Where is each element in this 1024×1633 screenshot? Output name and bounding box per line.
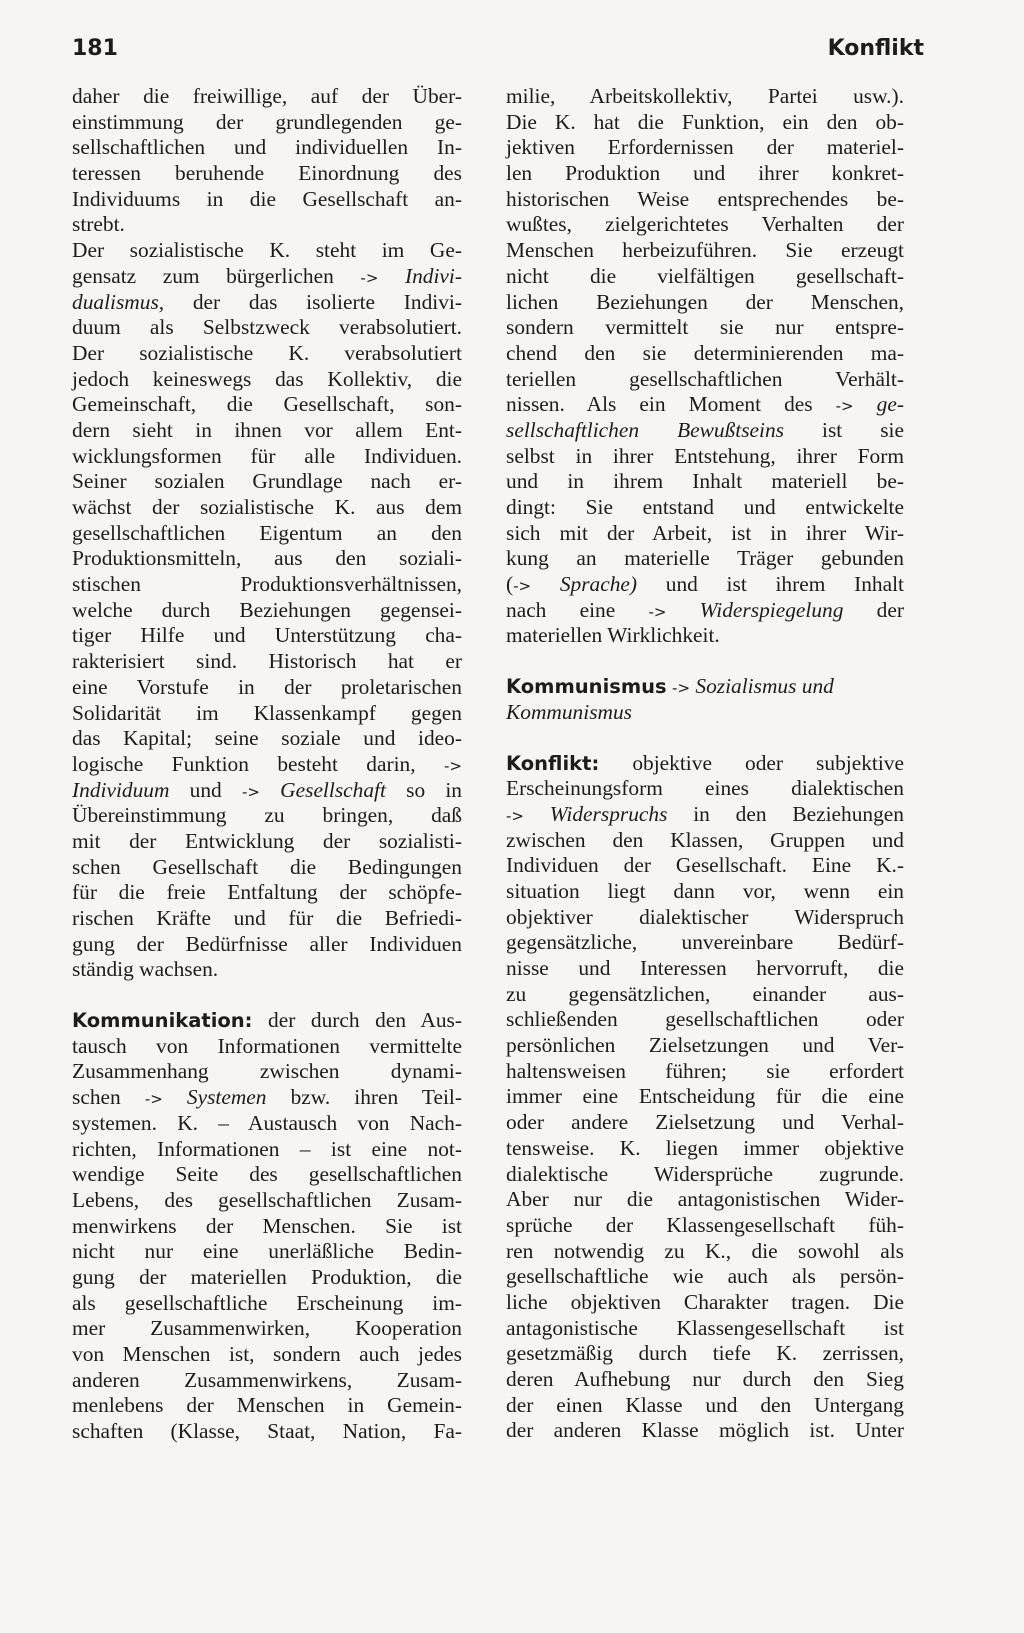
cross-reference-arrow-icon: -> (835, 397, 854, 416)
text-line: (-> Sprache) und ist ihrem Inhalt (506, 572, 904, 597)
text-line: logische Funktion besteht darin, -> (72, 751, 462, 776)
text-line: Solidarität im Klassenkampf gegen (72, 700, 462, 725)
text-line: teriellen gesellschaftlichen Verhält- (506, 366, 904, 391)
text-line: gung der materiellen Produktion, die (72, 1264, 462, 1289)
entry-kommunikation (72, 1008, 462, 1445)
text-line: situation liegt dann vor, wenn ein (506, 878, 904, 903)
cross-reference-arrow-icon: -> (506, 806, 524, 825)
text-line: gesellschaftliche wie auch als persön- (506, 1264, 904, 1289)
text-line: zu gegensätzlichen, einander aus- (506, 981, 904, 1006)
text-line: Individuen der Gesellschaft. Eine K.- (506, 853, 904, 878)
text-line: jektiven Erfordernissen der materiel- (506, 135, 904, 160)
cross-reference-arrow-icon: -> (360, 268, 379, 287)
text-line: immer eine Entscheidung für die eine (506, 1084, 904, 1109)
text-line: ren notwendig zu K., die sowohl als (506, 1238, 904, 1263)
text-line: richten, Informationen – ist eine not- (72, 1136, 462, 1161)
text-line: Gemeinschaft, die Gesellschaft, son- (72, 392, 462, 417)
cross-reference[interactable]: Kommunismus (506, 699, 632, 724)
entry-headword: Kommunikation: (72, 1009, 253, 1033)
cross-reference[interactable]: Individuum (72, 777, 170, 802)
text-line: dern sieht in ihnen vor allem Ent- (72, 417, 462, 442)
text-line: schen -> Systemen bzw. ihren Teil- (72, 1085, 462, 1110)
text-line: jedoch keineswegs das Kollektiv, die (72, 366, 462, 391)
text-line: anderen Zusammenwirkens, Zusam- (72, 1367, 462, 1392)
text-line: nicht nur eine unerläßliche Bedin- (72, 1239, 462, 1264)
text-line: sellschaftlichen und individuellen In- (72, 135, 462, 160)
text-line: wicklungsformen für alle Individuen. (72, 443, 462, 468)
text-line: wächst der sozialistische K. aus dem (72, 495, 462, 519)
text-line: Individuum und -> Gesellschaft so in (72, 777, 463, 802)
text-line: len Produktion und ihrer konkret- (506, 161, 904, 186)
text-line: Aber nur die antagonistischen Wider- (506, 1187, 904, 1212)
text-line: Produktionsmitteln, aus den soziali- (72, 546, 462, 571)
text-line: gesetzmäßig durch tiefe K. zerrissen, (506, 1341, 904, 1366)
text-line: tiger Hilfe und Unterstützung cha- (72, 623, 462, 648)
text-line: der anderen Klasse möglich ist. Unter (506, 1418, 904, 1443)
text-line: gung der Bedürfnisse aller Individuen (72, 931, 462, 956)
text-line: und in ihrem Inhalt materiell be- (506, 469, 904, 494)
cross-reference[interactable]: sellschaftlichen Bewußtseins (506, 417, 785, 442)
text-line: liche objektiven Charakter tragen. Die (506, 1289, 904, 1314)
text-line: zwischen den Klassen, Gruppen und (506, 827, 904, 852)
text-line: kung an materielle Träger gebunden (506, 546, 904, 571)
text-line: Der sozialistische K. verabsolutiert (72, 340, 462, 365)
text-line: objektiver dialektischer Widerspruch (506, 904, 904, 929)
text-line: Zusammenhang zwischen dynami- (72, 1059, 462, 1084)
text-line: dualismus, der das isolierte Indivi- (72, 289, 462, 314)
text-line: Übereinstimmung zu bringen, daß (72, 803, 462, 828)
text-line: für die freie Entfaltung der schöpfe- (72, 880, 462, 905)
text-line: persönlichen Zielsetzungen und Ver- (506, 1033, 904, 1058)
text-line: von Menschen ist, sondern auch jedes (72, 1342, 462, 1366)
cross-reference-arrow-icon: -> (241, 782, 260, 801)
text-line: lichen Beziehungen der Menschen, (506, 289, 904, 314)
text-line: systemen. K. – Austausch von Nach- (72, 1110, 462, 1135)
text-line: antagonistische Klassengesellschaft ist (506, 1315, 904, 1340)
cross-reference[interactable]: Indivi- (404, 263, 462, 288)
text-line: Die K. hat die Funktion, ein den ob- (506, 109, 904, 134)
text-line: Menschen herbeizuführen. Sie erzeugt (506, 238, 904, 263)
cross-reference[interactable]: Sozialismus und (695, 674, 834, 699)
text-line: Lebens, des gesellschaftlichen Zusam- (72, 1187, 462, 1212)
text-line: nach eine -> Widerspiegelung der (506, 597, 904, 622)
text-line: schaften (Klasse, Staat, Nation, Fa- (72, 1419, 462, 1444)
text-line: stischen Produktionsverhältnissen, (72, 572, 462, 597)
text-line: -> Widerspruchs in den Beziehungen (506, 801, 904, 826)
running-head: Konflikt (827, 36, 924, 61)
text-line: wußtes, zielgerichtetes Verhalten der (506, 212, 904, 237)
cross-reference-arrow-icon: -> (513, 577, 532, 596)
cross-reference-arrow-icon: -> (444, 756, 462, 775)
text-line: gegensätzliche, unvereinbare Bedürf- (506, 930, 904, 955)
text-line: selbst in ihrer Entstehung, ihrer Form (506, 443, 904, 468)
text-line: einstimmung der grundlegenden ge- (72, 109, 462, 134)
left-column (72, 84, 462, 1445)
cross-reference[interactable]: ge- (876, 392, 904, 417)
text-line: eine Vorstufe in der proletarischen (72, 674, 462, 699)
text-line: schließenden gesellschaftlichen oder (506, 1007, 904, 1032)
text-line: menlebens der Menschen in Gemein- (72, 1393, 462, 1418)
text-line: duum als Selbstzweck verabsolutiert. (72, 315, 462, 340)
text-line: Individuums in die Gesellschaft an- (72, 186, 462, 211)
entry-konflikt (506, 751, 904, 1445)
cross-reference[interactable]: Widerspruchs (549, 801, 668, 826)
text-line: schen Gesellschaft die Bedingungen (72, 854, 462, 879)
text-line: welche durch Beziehungen gegensei- (72, 597, 462, 622)
text-line: wendige Seite des gesellschaftlichen (72, 1162, 462, 1187)
text-line: der einen Klasse und den Untergang (506, 1392, 904, 1417)
text-line: Kommunikation: der durch den Aus- (72, 1008, 462, 1033)
text-line: strebt. (72, 212, 125, 237)
text-line: materiellen Wirklichkeit. (506, 623, 720, 648)
text-line: gesellschaftlichen Eigentum an den (72, 520, 462, 545)
entry-headword: Kommunismus (506, 675, 667, 699)
cross-reference[interactable]: Widerspiegelung (699, 597, 844, 622)
text-line: nicht die vielfältigen gesellschaft- (506, 263, 904, 288)
text-line: dialektische Widersprüche zugrunde. (506, 1161, 904, 1186)
text-line: tausch von Informationen vermittelte (72, 1033, 462, 1058)
text-line: tensweise. K. liegen immer objektive (506, 1135, 904, 1160)
text-line: mer Zusammenwirken, Kooperation (72, 1316, 462, 1341)
text-line: menwirkens der Menschen. Sie ist (72, 1213, 462, 1238)
text-line: rakterisiert sind. Historisch hat er (72, 649, 462, 674)
text-line: gensatz zum bürgerlichen -> Indivi- (72, 263, 462, 288)
text-line: nissen. Als ein Moment des -> ge- (506, 392, 904, 417)
text-line: Der sozialistische K. steht im Ge- (72, 238, 462, 263)
text-line: milie, Arbeitskollektiv, Partei usw.). (506, 84, 904, 108)
cross-reference-arrow-icon: -> (648, 602, 667, 621)
right-column (506, 84, 904, 1444)
cross-reference[interactable]: Systemen (186, 1085, 267, 1110)
cross-reference[interactable]: Sprache) (559, 572, 638, 597)
text-line: rischen Kräfte und für die Befriedi- (72, 906, 462, 930)
text-line: oder andere Zielsetzung und Verhal- (506, 1110, 904, 1135)
text-line: daher die freiwillige, auf der Über- (72, 84, 462, 108)
text-line: sich mit der Arbeit, ist in ihrer Wir- (506, 520, 904, 545)
text-line: sellschaftlichen Bewußtseins ist sie (506, 417, 904, 442)
text-line: historischen Weise entsprechendes be- (506, 186, 904, 211)
text-line: sondern vermittelt sie nur entspre- (506, 315, 904, 340)
text-line: haltensweisen führen; sie erfordert (506, 1058, 904, 1083)
cross-reference[interactable]: Gesellschaft (280, 777, 386, 802)
entry-headword: Konflikt: (506, 751, 600, 775)
page-number: 181 (72, 36, 118, 61)
text-line: Seiner sozialen Grundlage nach er- (72, 469, 462, 494)
text-line: als gesellschaftliche Erscheinung im- (72, 1290, 462, 1315)
entry-kommunismus (506, 674, 904, 725)
text-line: Erscheinungsform eines dialektischen (506, 776, 904, 801)
text-line (506, 674, 904, 700)
text-line: teressen beruhende Einordnung des (72, 161, 462, 186)
text-line: dingt: Sie entstand und entwickelte (506, 495, 904, 519)
text-line: das Kapital; seine soziale und ideo- (72, 726, 462, 751)
text-line: mit der Entwicklung der sozialisti- (72, 828, 462, 853)
text-line: deren Aufhebung nur durch den Sieg (506, 1367, 904, 1391)
page-header (72, 36, 924, 76)
cross-reference[interactable]: dualismus, (72, 289, 165, 314)
text-line: ständig wachsen. (72, 957, 219, 982)
cross-reference-arrow-icon: -> (144, 1090, 163, 1109)
text-line: sprüche der Klassengesellschaft füh- (506, 1212, 904, 1237)
text-line: chend den sie determinierenden ma- (506, 340, 904, 365)
cross-reference-arrow-icon: -> (672, 679, 691, 698)
text-line: Konflikt: objektive oder subjektive (506, 750, 904, 775)
text-line: nisse und Interessen hervorruft, die (506, 956, 904, 980)
